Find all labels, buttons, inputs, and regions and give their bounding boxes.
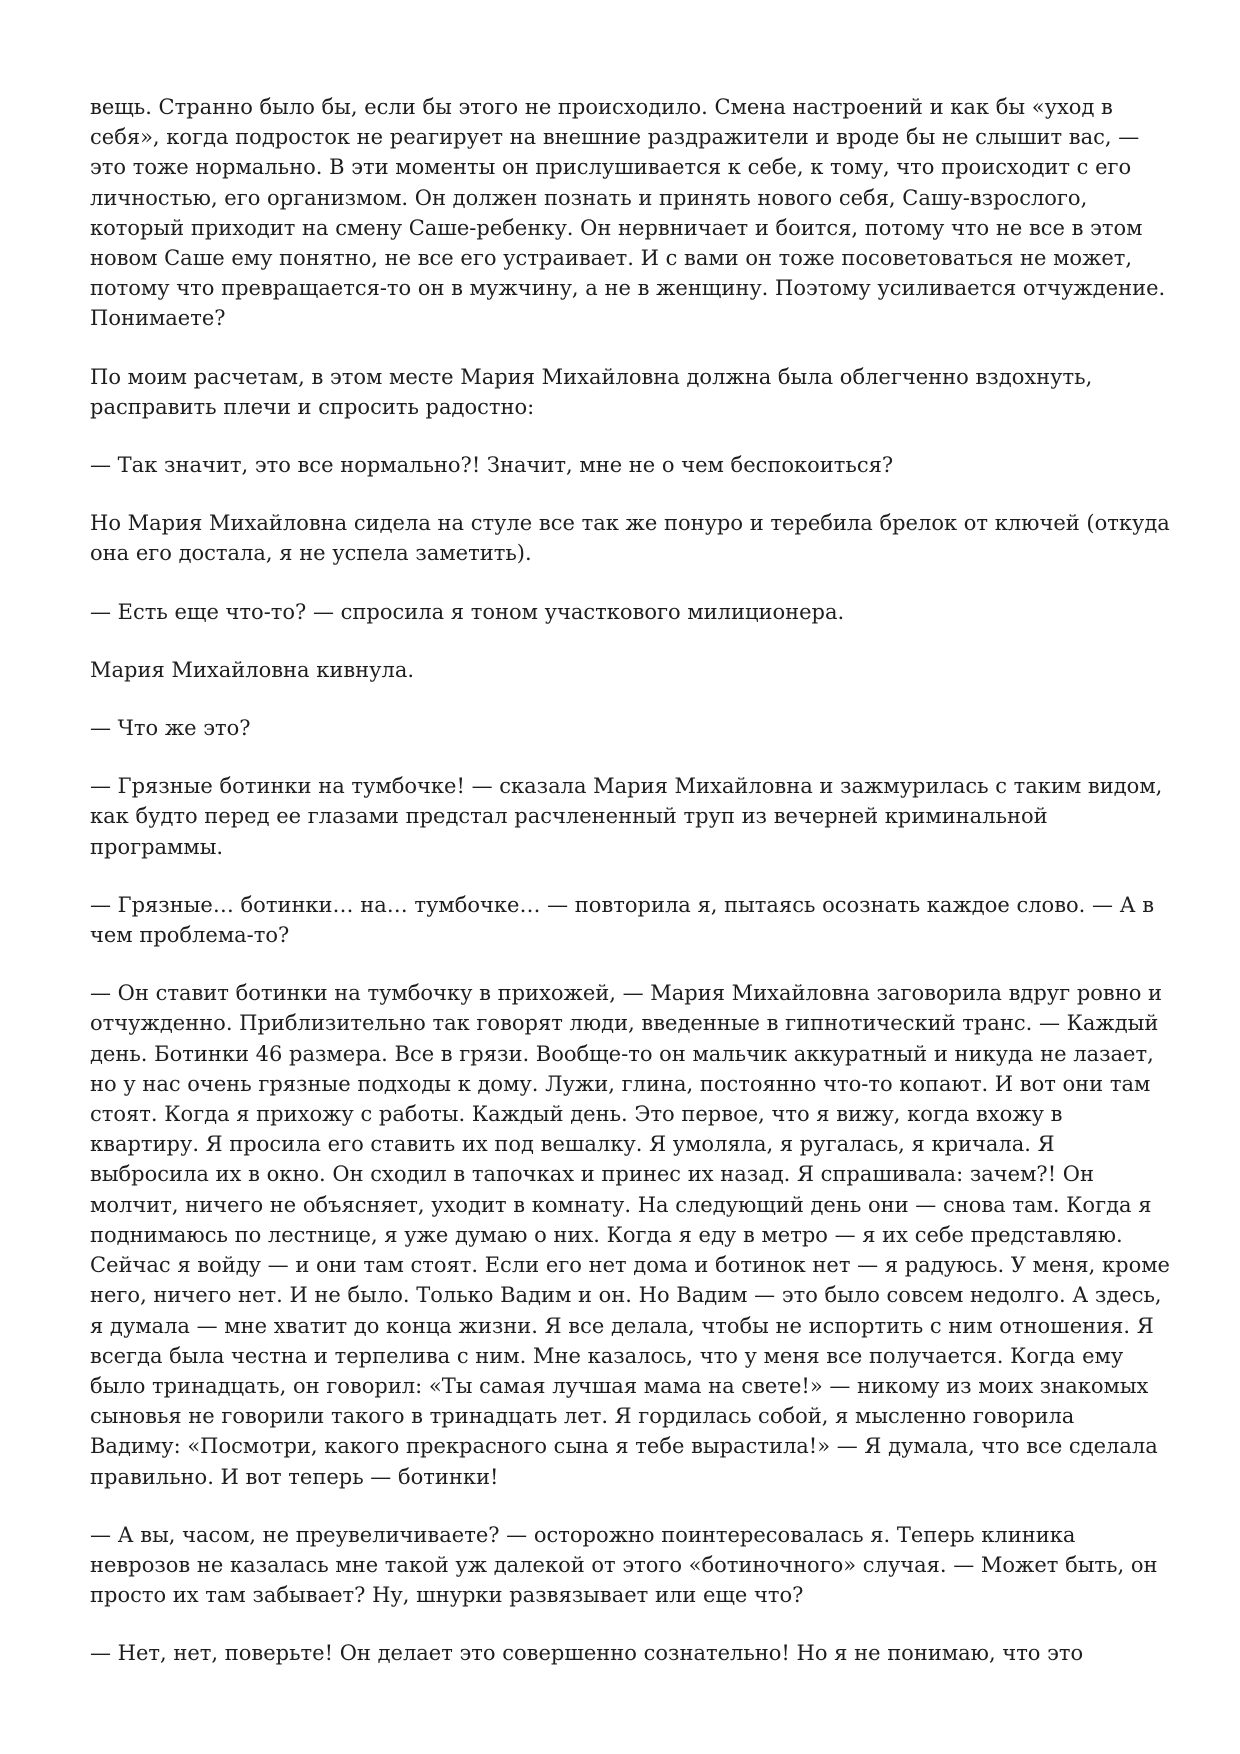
paragraph: — Нет, нет, поверьте! Он делает это совершенно сознательно! Но я не понимаю, что это: [90, 1641, 1084, 1666]
document-page: [90, 92, 1170, 1669]
paragraph: По моим расчетам, в этом месте Мария Михайловна должна была облегченно вздохнуть, расправить плечи и спросить радостно:: [90, 364, 1093, 419]
paragraph: — Так значит, это все нормально?! Значит, мне не о чем беспокоиться?: [90, 453, 894, 478]
paragraph: — А вы, часом, не преувеличиваете? — осторожно поинтересовалась я. Теперь клиника неврозов не казалась мне такой уж далекой от этого «ботиночного» случая. — Может быть, он просто их там забывает? Ну, шнурки развязывает или еще что?: [90, 1522, 1158, 1608]
paragraph: — Что же это?: [90, 716, 251, 741]
paragraph: — Есть еще что-то? — спросила я тоном участкового милиционера.: [90, 599, 845, 624]
paragraph: Но Мария Михайловна сидела на стуле все так же понуро и теребила брелок от ключей (откуда она его достала, я не успела заметить).: [90, 511, 1170, 566]
paragraph: — Грязные ботинки на тумбочке! — сказала Мария Михайловна и зажмурилась с таким видом, как будто перед ее глазами предстал расчлененный труп из вечерней криминальной программы.: [90, 774, 1163, 859]
paragraph: — Грязные… ботинки… на… тумбочке… — повторила я, пытаясь осознать каждое слово. — А в чем проблема-то?: [90, 892, 1155, 948]
paragraph: Мария Михайловна кивнула.: [90, 657, 415, 682]
paragraph: — Он ставит ботинки на тумбочку в прихожей, — Мария Михайловна заговорила вдруг ровно и отчужденно. Приблизительно так говорят люди, введенные в гипнотический транс. — Каждый день. Ботинки 46 размера. Все в грязи. Вообще-то он мальчик аккуратный и никуда не лазает, но у нас очень грязные подходы к дому. Лужи, глина, постоянно что-то копают. И вот они там стоят. Когда я прихожу с работы. Каждый день. Это первое, что я вижу, когда вхожу в квартиру. Я просила его ставить их под вешалку. Я умоляла, я ругалась, я кричала. Я выбросила их в окно. Он сходил в тапочках и принес их назад. Я спрашивала: зачем?! Он молчит, ничего не объясняет, уходит в комнату. На следующий день они — снова там. Когда я поднимаюсь по лестнице, я уже думаю о них. Когда я еду в метро — я их себе представляю. Сейчас я войду — и они там стоят. Если его нет дома и ботинок нет — я радуюсь. У меня, кроме него, ничего нет. И не было. Только Вадим и он. Но Вадим — это было совсем недолго. А здесь, я думала — мне хватит до конца жизни. Я все делала, чтобы не испортить с ним отношения. Я всегда была честна и терпелива с ним. Мне казалось, что у меня все получается. Когда ему было тринадцать, он говорил: «Ты самая лучшая мама на свете!» — никому из моих знакомых сыновья не говорили такого в тринадцать лет. Я гордилась собой, я мысленно говорила Вадиму: «Посмотри, какого прекрасного сына я тебе вырастила!» — Я думала, что все сделала правильно. И вот теперь — ботинки!: [90, 981, 1170, 1489]
paragraph: вещь. Странно было бы, если бы этого не происходило. Смена настроений и как бы «уход в себя», когда подросток не реагирует на внешние раздражители и вроде бы не слышит вас, — это тоже нормально. В эти моменты он прислушивается к себе, к тому, что происходит с его личностью, его организмом. Он должен познать и принять нового себя, Сашу-взрослого, который приходит на смену Саше-ребенку. Он нервничает и боится, потому что не все в этом новом Саше ему понятно, не все его устраивает. И с вами он тоже посоветоваться не может, потому что превращается-то он в мужчину, а не в женщину. Поэтому усиливается отчуждение. Понимаете?: [90, 95, 1166, 331]
